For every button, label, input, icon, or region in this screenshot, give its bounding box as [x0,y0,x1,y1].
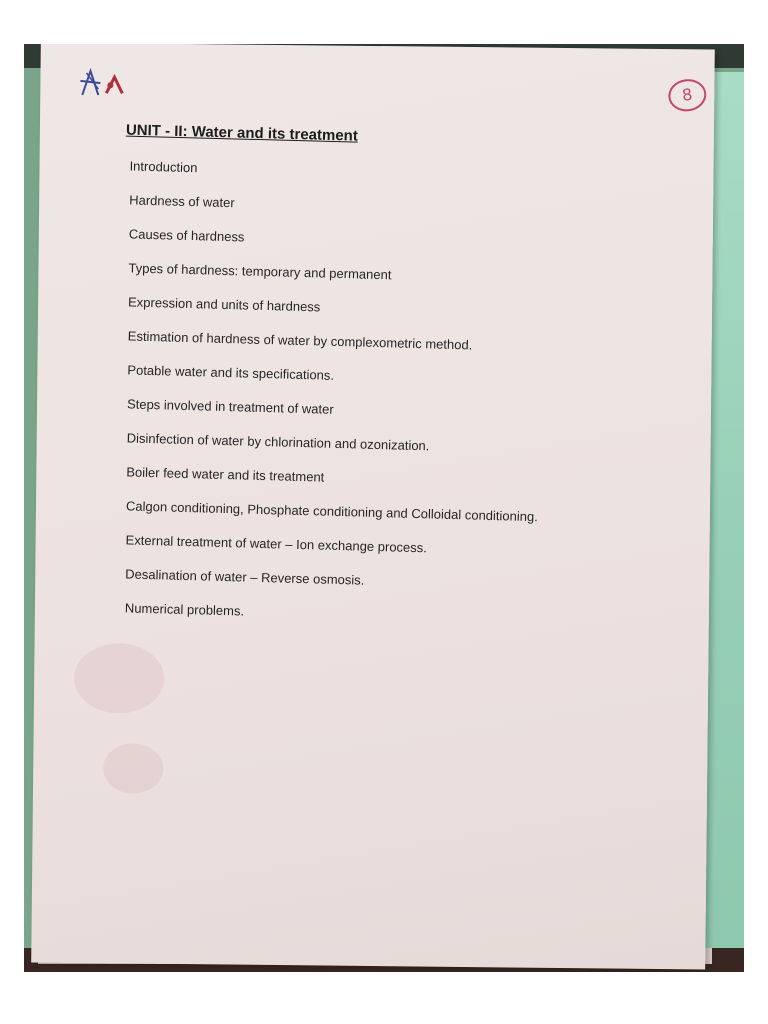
unit-title: UNIT - II: Water and its treatment [125,121,359,145]
handwritten-mark-icon [76,63,136,104]
topic-item: External treatment of water – Ion exchange process. [125,532,428,556]
topic-item: Estimation of hardness of water by complexometric method. [127,328,473,353]
topic-item: Disinfection of water by chlorination and ozonization. [126,430,430,454]
topic-item: Numerical problems. [124,600,245,619]
topic-item: Desalination of water – Reverse osmosis. [125,566,365,588]
topic-item: Types of hardness: temporary and permanent [128,260,392,283]
page-number: 8 [666,77,708,114]
topic-item: Causes of hardness [128,226,245,245]
paper-stain [74,643,165,714]
topic-item: Potable water and its specifications. [127,362,335,383]
paper-stain [103,743,164,794]
topic-list [125,157,610,638]
topic-item: Boiler feed water and its treatment [126,464,325,485]
topic-item: Expression and units of hardness [127,294,321,315]
document-photo [24,44,744,972]
topic-item: Calgon conditioning, Phosphate conditioning and Colloidal conditioning. [125,498,539,525]
topic-item: Hardness of water [129,192,235,211]
paper-sheet [31,44,715,970]
topic-item: Steps involved in treatment of water [126,396,334,417]
topic-item: Introduction [129,158,198,176]
